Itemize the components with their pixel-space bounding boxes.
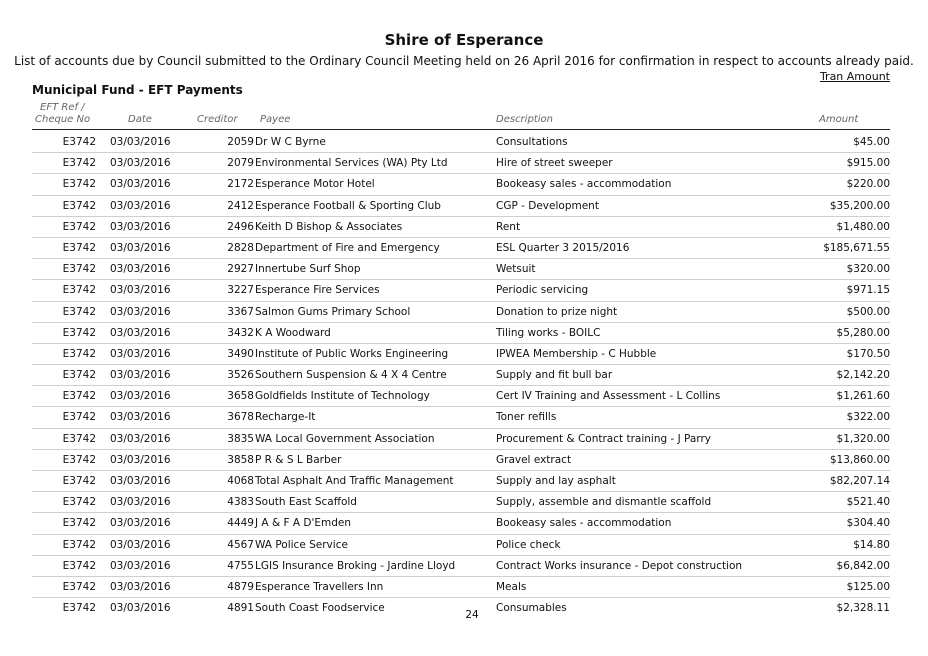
cell-payee: Innertube Surf Shop bbox=[255, 263, 361, 276]
cell-ref: E3742 bbox=[62, 263, 96, 276]
cell-creditor: 3835 bbox=[227, 432, 254, 445]
cell-payee: Esperance Football & Sporting Club bbox=[255, 199, 441, 212]
cell-payee: Salmon Gums Primary School bbox=[255, 305, 411, 318]
table-row bbox=[32, 344, 890, 365]
cell-creditor: 4383 bbox=[227, 496, 254, 509]
cell-date: 03/03/2016 bbox=[110, 580, 171, 593]
table-row bbox=[32, 153, 890, 174]
cell-ref: E3742 bbox=[62, 390, 96, 403]
table-row bbox=[32, 302, 890, 323]
cell-date: 03/03/2016 bbox=[110, 305, 171, 318]
cell-ref: E3742 bbox=[62, 157, 96, 170]
cell-ref: E3742 bbox=[62, 496, 96, 509]
cell-amount: $1,261.60 bbox=[836, 390, 890, 403]
table-row bbox=[32, 259, 890, 280]
cell-description: Gravel extract bbox=[496, 453, 572, 466]
cell-amount: $220.00 bbox=[846, 178, 890, 191]
cell-payee: J A & F A D'Emden bbox=[255, 517, 351, 530]
cell-payee: Dr W C Byrne bbox=[255, 136, 326, 148]
cell-description: Tiling works - BOILC bbox=[496, 326, 601, 339]
cell-payee: LGIS Insurance Broking - Jardine Lloyd bbox=[255, 559, 456, 572]
cell-payee: WA Police Service bbox=[255, 538, 348, 551]
tran-amount-label: Tran Amount bbox=[819, 70, 890, 83]
cell-ref: E3742 bbox=[62, 220, 96, 233]
cell-amount: $1,480.00 bbox=[836, 220, 890, 233]
cell-creditor: 2059 bbox=[227, 136, 254, 148]
cell-amount: $82,207.14 bbox=[829, 475, 890, 487]
cell-ref: E3742 bbox=[62, 475, 96, 487]
cell-payee: Keith D Bishop & Associates bbox=[255, 220, 403, 233]
table-row bbox=[32, 407, 890, 428]
cell-date: 03/03/2016 bbox=[110, 453, 171, 466]
cell-amount: $320.00 bbox=[846, 263, 890, 276]
table-row bbox=[32, 556, 890, 577]
table-row bbox=[32, 429, 890, 450]
cell-creditor: 4449 bbox=[227, 517, 254, 530]
table-row bbox=[32, 196, 890, 217]
cell-description: Wetsuit bbox=[496, 263, 536, 276]
cell-creditor: 4567 bbox=[227, 538, 254, 551]
cell-date: 03/03/2016 bbox=[110, 263, 171, 276]
cell-creditor: 2412 bbox=[227, 199, 254, 212]
table-row bbox=[32, 132, 890, 153]
column-header-ref-line2: Cheque No bbox=[35, 114, 91, 125]
cell-ref: E3742 bbox=[62, 284, 96, 297]
page-number: 24 bbox=[465, 609, 479, 621]
cell-ref: E3742 bbox=[62, 241, 96, 254]
cell-date: 03/03/2016 bbox=[110, 390, 171, 403]
cell-creditor: 3227 bbox=[227, 284, 254, 297]
cell-description: Periodic servicing bbox=[496, 284, 589, 297]
cell-creditor: 3658 bbox=[227, 390, 254, 403]
cell-ref: E3742 bbox=[62, 432, 96, 445]
cell-date: 03/03/2016 bbox=[110, 602, 171, 615]
cell-ref: E3742 bbox=[62, 453, 96, 466]
cell-payee: Environmental Services (WA) Pty Ltd bbox=[255, 157, 448, 170]
cell-date: 03/03/2016 bbox=[110, 220, 171, 233]
cell-date: 03/03/2016 bbox=[110, 284, 171, 297]
cell-creditor: 4891 bbox=[227, 602, 254, 615]
cell-description: Procurement & Contract training - J Parry bbox=[496, 432, 711, 445]
cell-creditor: 3526 bbox=[227, 369, 254, 382]
cell-creditor: 4879 bbox=[227, 580, 254, 593]
cell-amount: $13,860.00 bbox=[829, 453, 890, 466]
cell-payee: Recharge-It bbox=[255, 411, 316, 424]
page-subtitle: List of accounts due by Council submitted to the Ordinary Council Meeting held on 26 April 2016 for confirmation in respect to accounts already paid. bbox=[14, 54, 914, 68]
cell-amount: $14.80 bbox=[853, 538, 890, 551]
cell-description: Police check bbox=[496, 538, 561, 551]
column-header-amount: Amount bbox=[819, 114, 859, 125]
cell-payee: Esperance Travellers Inn bbox=[255, 580, 384, 593]
cell-amount: $971.15 bbox=[846, 284, 890, 297]
cell-creditor: 2927 bbox=[227, 263, 254, 276]
cell-date: 03/03/2016 bbox=[110, 157, 171, 170]
table-row bbox=[32, 174, 890, 195]
cell-description: Cert IV Training and Assessment - L Collins bbox=[496, 390, 721, 403]
cell-payee: South East Scaffold bbox=[255, 496, 357, 509]
cell-description: Supply and fit bull bar bbox=[496, 369, 613, 382]
cell-date: 03/03/2016 bbox=[110, 496, 171, 509]
cell-description: Meals bbox=[496, 580, 527, 593]
cell-amount: $125.00 bbox=[846, 580, 890, 593]
cell-creditor: 2172 bbox=[227, 178, 254, 191]
cell-date: 03/03/2016 bbox=[110, 538, 171, 551]
cell-date: 03/03/2016 bbox=[110, 432, 171, 445]
table-row bbox=[32, 450, 890, 471]
cell-amount: $2,328.11 bbox=[836, 602, 890, 615]
cell-ref: E3742 bbox=[62, 347, 96, 360]
cell-description: Hire of street sweeper bbox=[496, 157, 613, 170]
cell-amount: $1,320.00 bbox=[836, 432, 890, 445]
cell-payee: WA Local Government Association bbox=[255, 432, 435, 445]
cell-description: ESL Quarter 3 2015/2016 bbox=[496, 241, 630, 254]
cell-amount: $322.00 bbox=[846, 411, 890, 424]
cell-date: 03/03/2016 bbox=[110, 178, 171, 191]
cell-payee: Total Asphalt And Traffic Management bbox=[255, 475, 454, 487]
table-row bbox=[32, 386, 890, 407]
cell-description: CGP - Development bbox=[496, 199, 599, 212]
cell-payee: Department of Fire and Emergency bbox=[255, 241, 440, 254]
cell-ref: E3742 bbox=[62, 178, 96, 191]
cell-description: Consumables bbox=[496, 602, 567, 615]
column-header-payee: Payee bbox=[260, 114, 291, 125]
column-header-creditor: Creditor bbox=[197, 114, 238, 125]
cell-ref: E3742 bbox=[62, 559, 96, 572]
table-row bbox=[32, 323, 890, 344]
column-header-ref-line1: EFT Ref / bbox=[40, 102, 85, 113]
cell-amount: $521.40 bbox=[846, 496, 890, 509]
cell-creditor: 3432 bbox=[227, 326, 254, 339]
cell-date: 03/03/2016 bbox=[110, 136, 171, 148]
cell-amount: $915.00 bbox=[846, 157, 890, 170]
column-header-description: Description bbox=[496, 114, 553, 125]
cell-creditor: 3367 bbox=[227, 305, 254, 318]
cell-amount: $35,200.00 bbox=[829, 199, 890, 212]
cell-payee: South Coast Foodservice bbox=[255, 602, 385, 615]
cell-description: Donation to prize night bbox=[496, 305, 618, 318]
cell-amount: $304.40 bbox=[846, 517, 890, 530]
table-row bbox=[32, 471, 890, 492]
table-row bbox=[32, 513, 890, 534]
table-row bbox=[32, 365, 890, 386]
cell-creditor: 2079 bbox=[227, 157, 254, 170]
cell-amount: $500.00 bbox=[846, 305, 890, 318]
table-row bbox=[32, 577, 890, 598]
table-row bbox=[32, 238, 890, 259]
cell-amount: $5,280.00 bbox=[836, 326, 890, 339]
cell-ref: E3742 bbox=[62, 538, 96, 551]
cell-ref: E3742 bbox=[62, 326, 96, 339]
column-header-date: Date bbox=[128, 114, 152, 125]
cell-date: 03/03/2016 bbox=[110, 347, 171, 360]
cell-ref: E3742 bbox=[62, 602, 96, 615]
cell-description: Bookeasy sales - accommodation bbox=[496, 178, 672, 191]
cell-date: 03/03/2016 bbox=[110, 199, 171, 212]
cell-description: Supply, assemble and dismantle scaffold bbox=[496, 496, 712, 509]
cell-description: Toner refills bbox=[496, 411, 557, 424]
cell-creditor: 3858 bbox=[227, 453, 254, 466]
cell-creditor: 4755 bbox=[227, 559, 254, 572]
page-title: Shire of Esperance bbox=[384, 31, 544, 49]
cell-amount: $6,842.00 bbox=[836, 559, 890, 572]
cell-creditor: 3490 bbox=[227, 347, 254, 360]
cell-creditor: 2496 bbox=[227, 220, 254, 233]
cell-ref: E3742 bbox=[62, 517, 96, 530]
cell-description: Bookeasy sales - accommodation bbox=[496, 517, 672, 530]
cell-ref: E3742 bbox=[62, 369, 96, 382]
cell-payee: P R & S L Barber bbox=[255, 453, 342, 466]
table-row bbox=[32, 535, 890, 556]
cell-ref: E3742 bbox=[62, 305, 96, 318]
cell-date: 03/03/2016 bbox=[110, 517, 171, 530]
table-row bbox=[32, 217, 890, 238]
cell-date: 03/03/2016 bbox=[110, 411, 171, 424]
cell-date: 03/03/2016 bbox=[110, 241, 171, 254]
cell-description: Rent bbox=[496, 220, 521, 233]
cell-description: Consultations bbox=[496, 136, 568, 148]
cell-amount: $170.50 bbox=[846, 347, 890, 360]
cell-payee: K A Woodward bbox=[255, 326, 331, 339]
cell-description: Contract Works insurance - Depot construction bbox=[496, 559, 743, 572]
cell-amount: $2,142.20 bbox=[836, 369, 890, 382]
cell-ref: E3742 bbox=[62, 580, 96, 593]
cell-ref: E3742 bbox=[62, 411, 96, 424]
cell-payee: Esperance Motor Hotel bbox=[255, 178, 375, 191]
cell-date: 03/03/2016 bbox=[110, 559, 171, 572]
payments-table bbox=[32, 132, 890, 618]
cell-payee: Institute of Public Works Engineering bbox=[255, 347, 449, 360]
cell-creditor: 2828 bbox=[227, 241, 254, 254]
cell-date: 03/03/2016 bbox=[110, 475, 171, 487]
cell-date: 03/03/2016 bbox=[110, 326, 171, 339]
cell-payee: Goldfields Institute of Technology bbox=[255, 390, 430, 403]
cell-amount: $45.00 bbox=[853, 136, 890, 148]
cell-date: 03/03/2016 bbox=[110, 369, 171, 382]
header-divider bbox=[32, 129, 890, 130]
table-row bbox=[32, 492, 890, 513]
cell-description: Supply and lay asphalt bbox=[496, 475, 616, 487]
cell-creditor: 3678 bbox=[227, 411, 254, 424]
cell-payee: Southern Suspension & 4 X 4 Centre bbox=[255, 369, 447, 382]
cell-description: IPWEA Membership - C Hubble bbox=[496, 347, 657, 360]
cell-ref: E3742 bbox=[62, 199, 96, 212]
table-row bbox=[32, 280, 890, 301]
cell-amount: $185,671.55 bbox=[823, 241, 890, 254]
cell-payee: Esperance Fire Services bbox=[255, 284, 380, 297]
cell-creditor: 4068 bbox=[227, 475, 254, 487]
section-heading: Municipal Fund - EFT Payments bbox=[32, 83, 243, 97]
cell-ref: E3742 bbox=[62, 136, 96, 148]
